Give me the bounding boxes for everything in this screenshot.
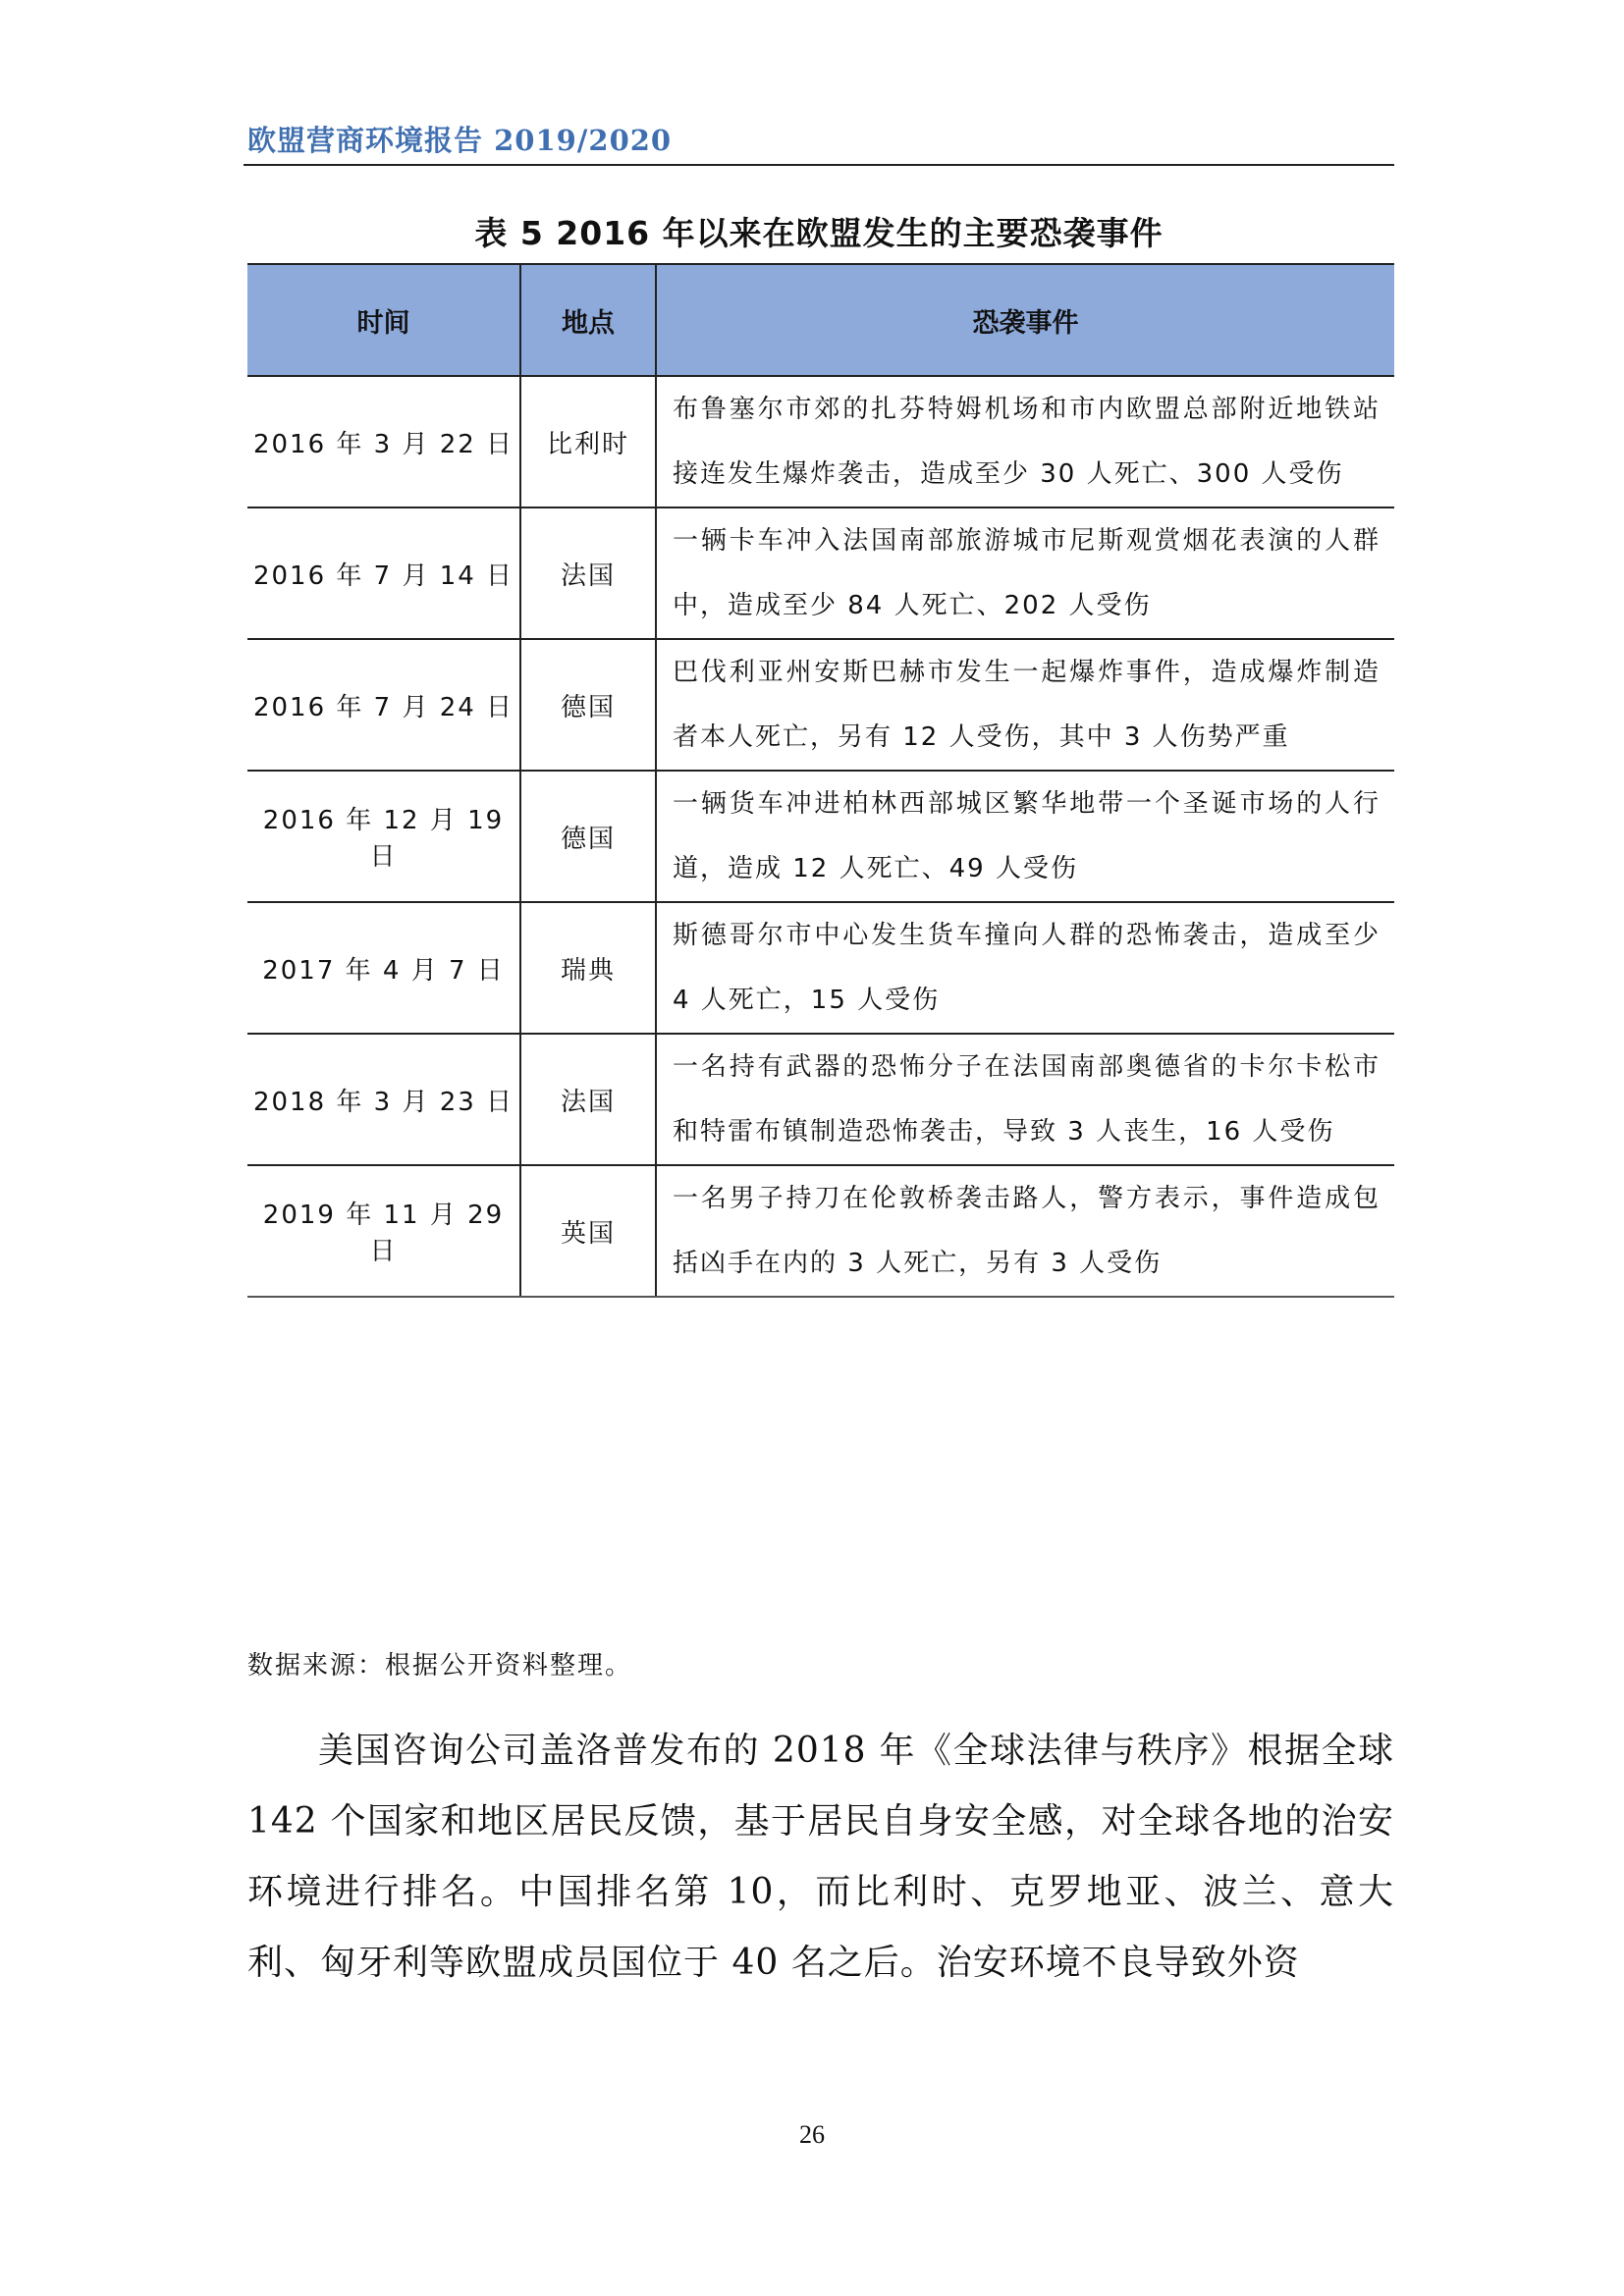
- report-header-title: 欧盟营商环境报告 2019/2020: [247, 124, 673, 157]
- event-date: 2016 年 12 月 19 日: [247, 771, 520, 902]
- event-date: 2016 年 3 月 22 日: [247, 376, 520, 507]
- table-row: [247, 1034, 1394, 1165]
- event-location: 英国: [520, 1165, 656, 1297]
- event-location: 德国: [520, 639, 656, 771]
- event-description: 一名男子持刀在伦敦桥袭击路人，警方表示，事件造成包括凶手在内的 3 人死亡，另有 3 人受伤: [656, 1165, 1394, 1297]
- table-row: [247, 507, 1394, 639]
- event-location: 比利时: [520, 376, 656, 507]
- body-paragraph: 美国咨询公司盖洛普发布的 2018 年《全球法律与秩序》根据全球 142 个国家和地区居民反馈，基于居民自身安全感，对全球各地的治安环境进行排名。中国排名第 10，而比利时、克罗地亚、波兰、意大利、匈牙利等欧盟成员国位于 40 名之后。治安环境不良导致外资: [247, 1731, 1394, 1983]
- event-description: 一辆卡车冲入法国南部旅游城市尼斯观赏烟花表演的人群中，造成至少 84 人死亡、202 人受伤: [656, 507, 1394, 639]
- table-row: [247, 771, 1394, 902]
- event-date: 2018 年 3 月 23 日: [247, 1034, 520, 1165]
- table-row: [247, 376, 1394, 507]
- event-description: 一名持有武器的恐怖分子在法国南部奥德省的卡尔卡松市和特雷布镇制造恐怖袭击，导致 3 人丧生，16 人受伤: [656, 1034, 1394, 1165]
- header-divider: [244, 164, 1394, 166]
- event-location: 瑞典: [520, 902, 656, 1034]
- table-row: [247, 902, 1394, 1034]
- table-row: [247, 639, 1394, 771]
- event-date: 2017 年 4 月 7 日: [247, 902, 520, 1034]
- column-header-location: 地点: [520, 264, 656, 376]
- event-location: 德国: [520, 771, 656, 902]
- data-source-note: 数据来源：根据公开资料整理。: [247, 1651, 633, 1681]
- event-description: 巴伐利亚州安斯巴赫市发生一起爆炸事件，造成爆炸制造者本人死亡，另有 12 人受伤，其中 3 人伤势严重: [656, 639, 1394, 771]
- event-description: 布鲁塞尔市郊的扎芬特姆机场和市内欧盟总部附近地铁站接连发生爆炸袭击，造成至少 30 人死亡、300 人受伤: [656, 376, 1394, 507]
- event-location: 法国: [520, 1034, 656, 1165]
- event-date: 2016 年 7 月 24 日: [247, 639, 520, 771]
- page-number: 26: [799, 2120, 825, 2149]
- event-description: 斯德哥尔市中心发生货车撞向人群的恐怖袭击，造成至少 4 人死亡，15 人受伤: [656, 902, 1394, 1034]
- event-date: 2019 年 11 月 29 日: [247, 1165, 520, 1297]
- event-description: 一辆货车冲进柏林西部城区繁华地带一个圣诞市场的人行道，造成 12 人死亡、49 人受伤: [656, 771, 1394, 902]
- column-header-time: 时间: [247, 264, 520, 376]
- event-date: 2016 年 7 月 14 日: [247, 507, 520, 639]
- event-location: 法国: [520, 507, 656, 639]
- terror-events-table: [247, 263, 1394, 1298]
- column-header-event: 恐袭事件: [656, 264, 1394, 376]
- table-caption: 表 5 2016 年以来在欧盟发生的主要恐袭事件: [474, 214, 1164, 252]
- table-row: [247, 1165, 1394, 1297]
- table-header-row: [247, 264, 1394, 376]
